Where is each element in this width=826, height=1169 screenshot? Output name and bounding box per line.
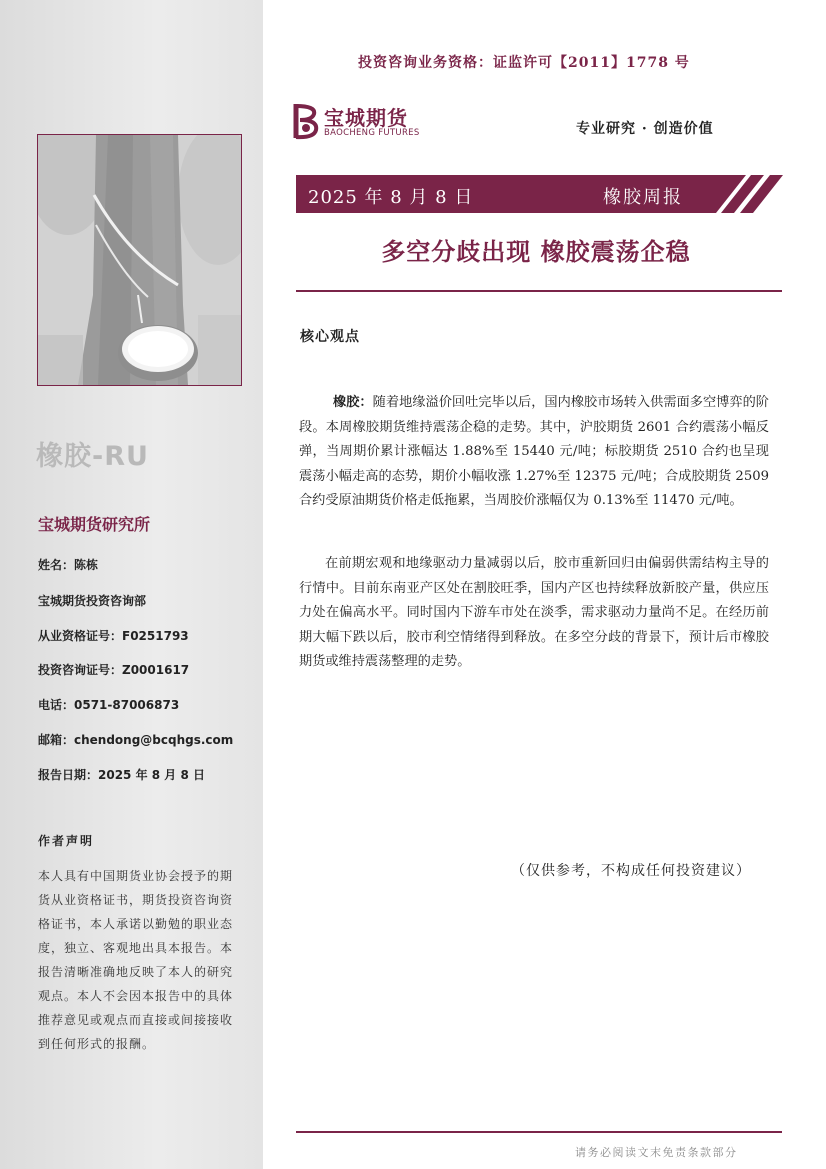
rubber-tree-photo (37, 134, 242, 386)
paragraph-1 (299, 391, 769, 514)
footer-note: 请务必阅读文末免责条款部分 (575, 1146, 738, 1159)
banner-date: 2025 年 8 月 8 日 (308, 187, 474, 208)
footer-divider (296, 1131, 782, 1133)
paragraph-1-text: 随着地缘溢价回吐完毕以后，国内橡胶市场转入供需面多空博弈的阶段。本周橡胶期货维持震荡企稳的走势。其中，沪胶期货 2601 合约震荡小幅反弹，当周期价累计涨幅达 1.88%至 15440 元/吨；标胶期货 2510 合约也呈现震荡小幅走高的态势，期价小幅收涨 1.27%至 12375 元/吨；合成胶期货 2509 合约受原油期货价格走低拖累，当周胶价涨幅仅为 0.13%至 11470 元/吨。 (299, 395, 769, 508)
declaration-text: 本人具有中国期货业协会授予的期货从业资格证书，期货投资咨询资格证书，本人承诺以勤勉的职业态度，独立、客观地出具本报告。本报告清晰准确地反映了本人的研究观点。本人不会因本报告中的具体推荐意见或观点而直接或间接接收到任何形式的报酬。 (38, 869, 234, 1051)
phone: 电话：0571-87006873 (38, 698, 180, 712)
logo-text-en: BAOCHENG FUTURES (324, 128, 420, 138)
qualification-number: 从业资格证号：F0251793 (38, 629, 189, 643)
declaration-title: 作者声明 (38, 834, 95, 848)
company-logo (290, 102, 430, 142)
header-divider (296, 290, 782, 292)
slogan: 专业研究 · 创造价值 (576, 121, 714, 137)
commodity-label: 橡胶-RU (36, 441, 149, 472)
disclaimer: （仅供参考，不构成任何投资建议） (511, 863, 751, 879)
author-name: 姓名：陈栋 (38, 558, 99, 572)
logo-mark-icon (290, 102, 320, 140)
email: 邮箱：chendong@bcqhgs.com (38, 733, 234, 747)
institute-name: 宝城期货研究所 (38, 515, 151, 534)
consulting-number: 投资咨询证号：Z0001617 (38, 663, 190, 677)
license-text: 投资咨询业务资格：证监许可【2011】1778 号 (358, 55, 690, 71)
section-title: 核心观点 (300, 329, 360, 345)
paragraph-1-lead: 橡胶： (333, 395, 373, 410)
rubber-tapping-image (38, 135, 241, 385)
logo-text-cn: 宝城期货 (324, 106, 408, 130)
paragraph-2: 在前期宏观和地缘驱动力量减弱以后，胶市重新回归由偏弱供需结构主导的行情中。目前东南亚产区处在割胶旺季，国内产区也持续释放新胶产量，供应压力处在偏高水平。同时国内下游车市处在淡季，需求驱动力量尚不足。在经历前期大幅下跌以后，胶市利空情绪得到释放。在多空分歧的背景下，预计后市橡胶期货或维持震荡整理的走势。 (299, 556, 769, 669)
report-type: 橡胶周报 (603, 187, 683, 208)
department: 宝城期货投资咨询部 (38, 594, 147, 608)
report-date: 报告日期：2025 年 8 月 8 日 (38, 768, 205, 782)
headline: 多空分歧出现 橡胶震荡企稳 (381, 238, 691, 266)
sidebar (0, 0, 263, 1169)
